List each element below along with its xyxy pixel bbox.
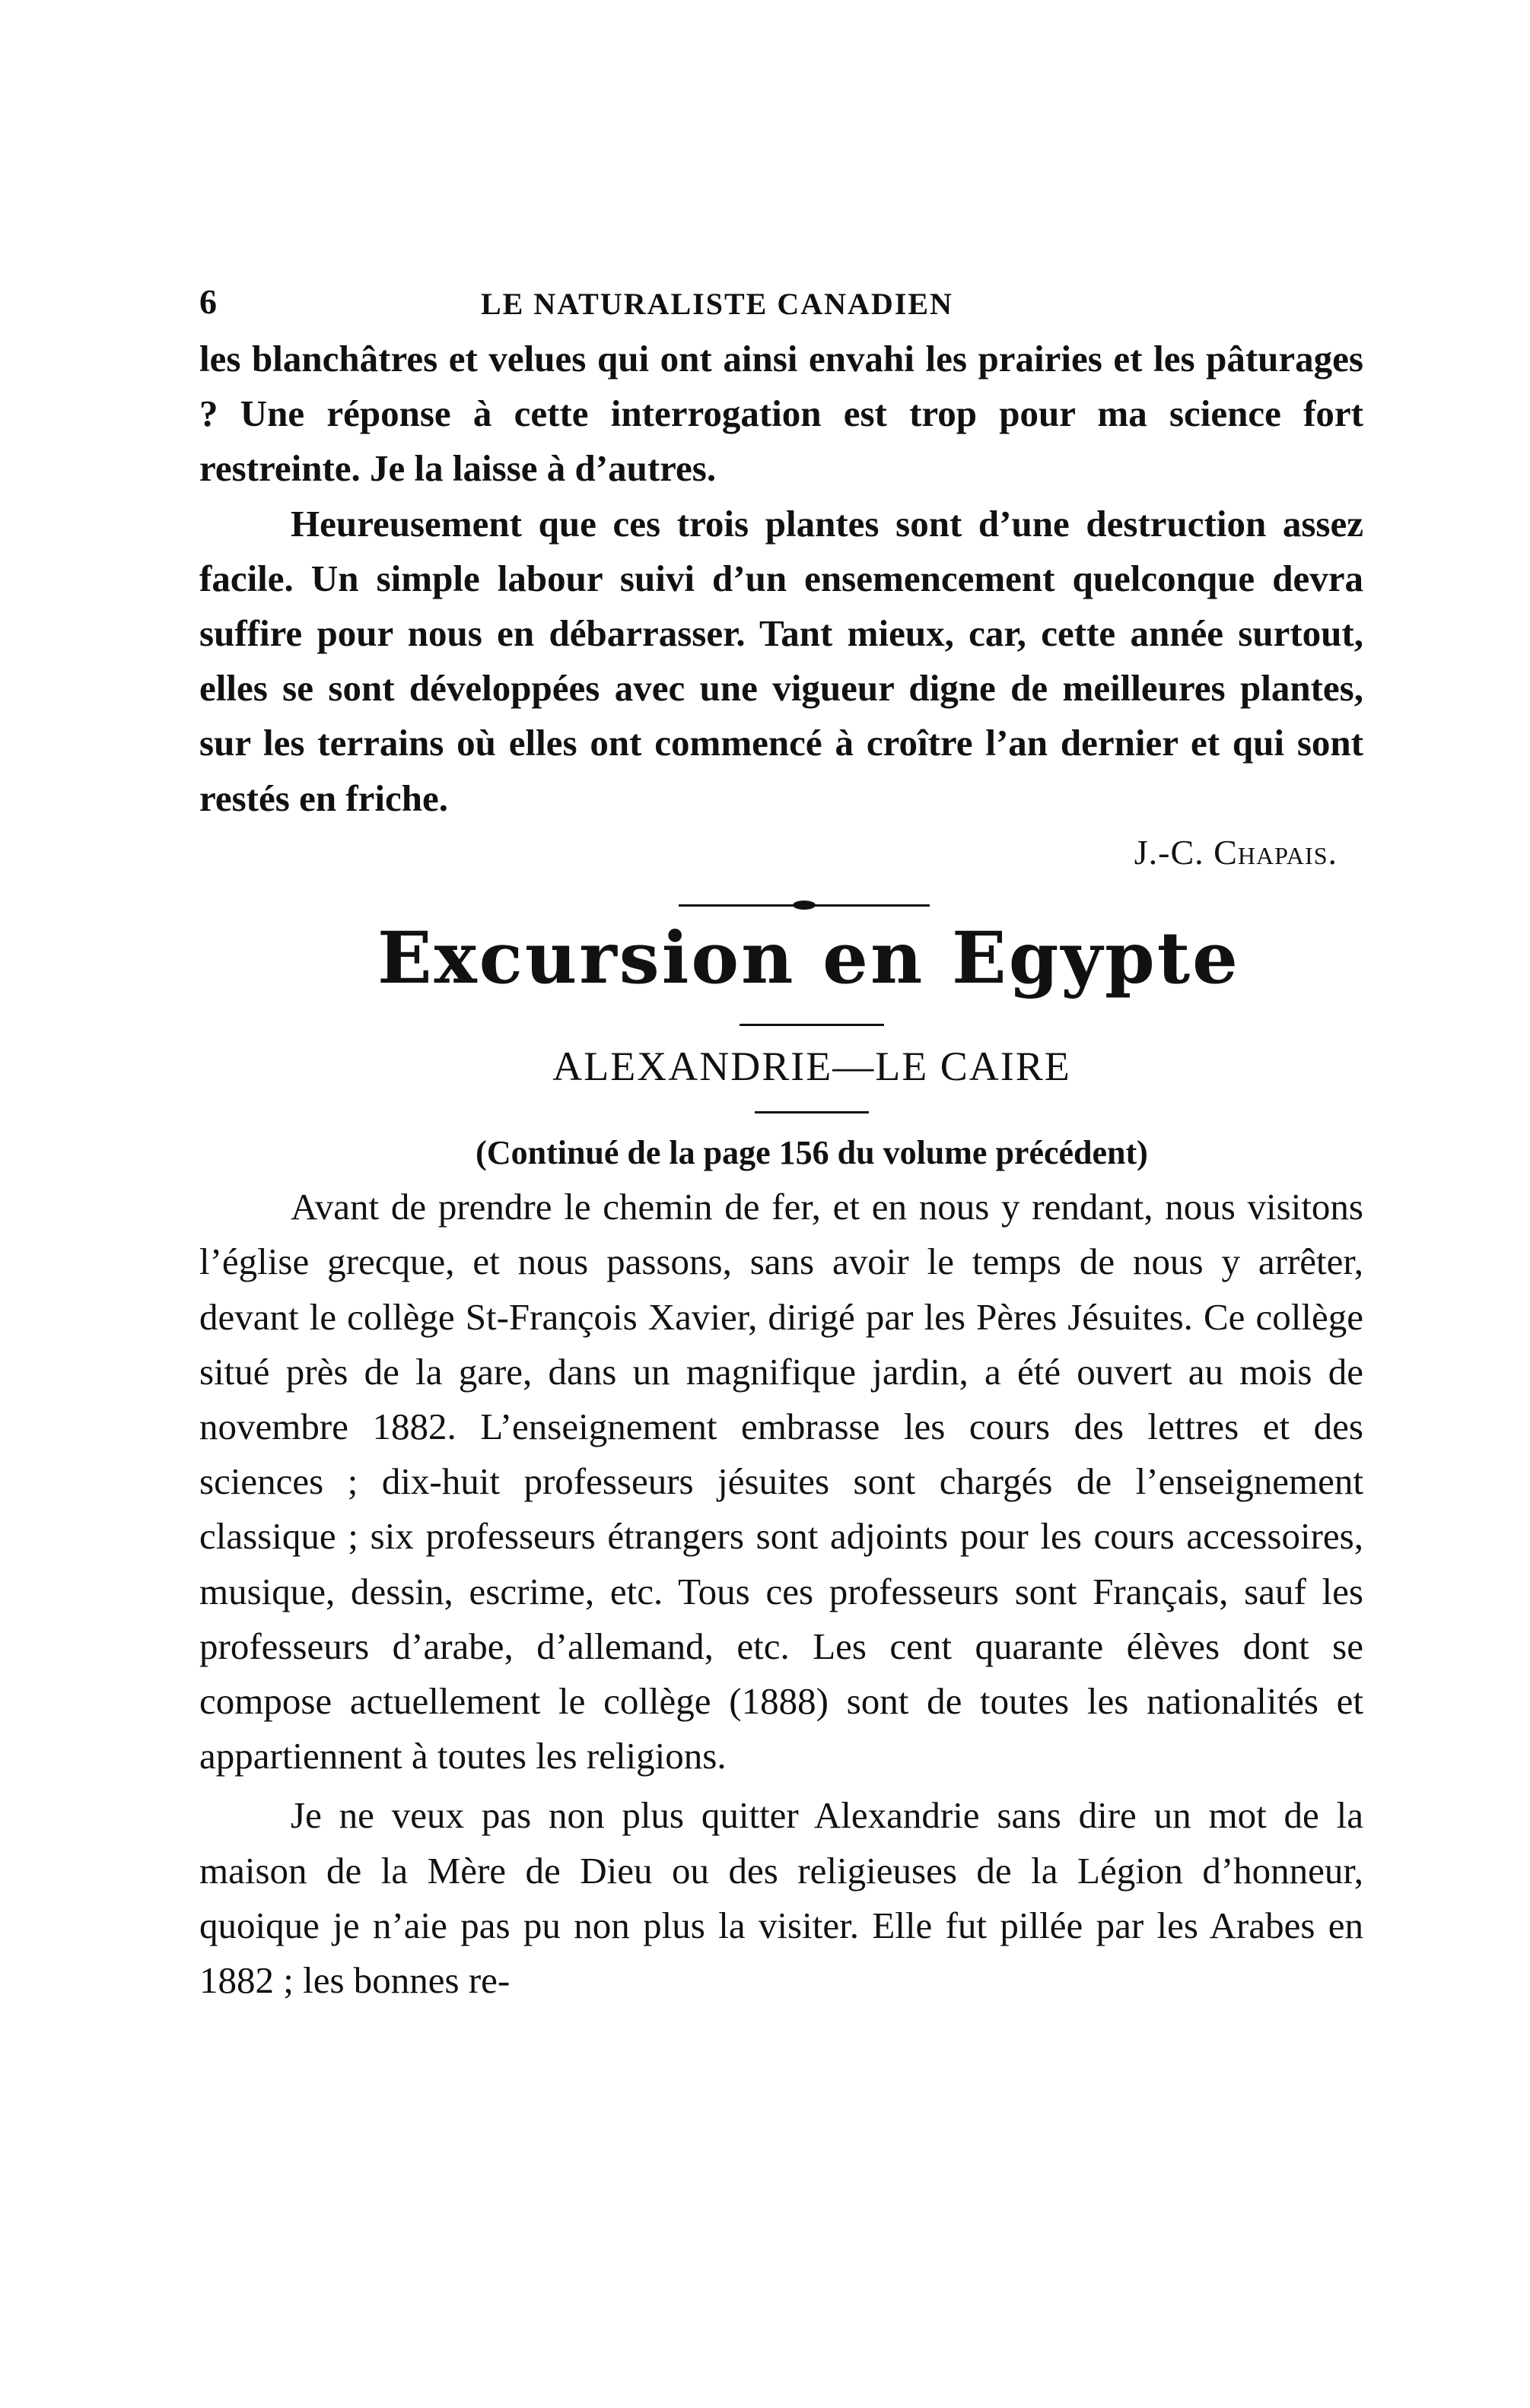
continued-note: (Continué de la page 156 du volume précédent) xyxy=(476,1134,1148,1172)
page-number: 6 xyxy=(199,282,217,321)
title-rule xyxy=(740,1024,884,1026)
article-paragraph: Je ne veux pas non plus quitter Alexandrie sans dire un mot de la maison de la Mère de Dieu ou des religieuses de la Légion d’honneur, quoique je n’aie pas pu non plus la visiter. Elle fut pillée par les Arabes en 1882 ; les bonnes re- xyxy=(199,1794,1363,2002)
running-head xyxy=(199,281,1363,327)
article-title: Excursion en Egypte xyxy=(377,916,1240,1000)
divider-ornament xyxy=(793,901,816,910)
author-signature: J.-C. Chapais. xyxy=(1134,832,1338,872)
journal-title: LE NATURALISTE CANADIEN xyxy=(481,287,953,321)
previous-article-paragraph: les blanchâtres et velues qui ont ainsi envahi les prairies et les pâturages ? Une réponse à cette interrogation est trop pour ma science fort restreinte. Je la laisse à d’autres. xyxy=(199,338,1363,490)
article-paragraph: Avant de prendre le chemin de fer, et en nous y rendant, nous visitons l’église grecque, et nous passons, sans avoir le temps de nous y arrêter, devant le collège St-François Xavier, dirigé par les Pères Jésuites. Ce collège situé près de la gare, dans un magnifique jardin, a été ouvert au mois de novembre 1882. L’enseignement embrasse les cours des lettres et des sciences ; dix-huit professeurs jésuites sont chargés de l’enseignement classique ; six professeurs étrangers sont adjoints pour les cours accessoires, musique, dessin, escrime, etc. Tous ces professeurs sont Français, sauf les professeurs d’arabe, d’allemand, etc. Les cent quarante élèves dont se compose actuellement le collège (1888) sont de toutes les nationalités et appartiennent à toutes les religions. xyxy=(199,1186,1363,1777)
book-page xyxy=(199,281,1363,2008)
subtitle-rule xyxy=(755,1111,869,1113)
previous-article-paragraph: Heureusement que ces trois plantes sont d’une destruction assez facile. Un simple labour suivi d’un ensemencement quelconque devra suffire pour nous en débarrasser. Tant mieux, car, cette année surtout, elles se sont développées avec une vigueur digne de meilleures plantes, sur les terrains où elles ont commencé à croître l’an dernier et qui sont restés en friche. xyxy=(199,502,1363,819)
article-subtitle: ALEXANDRIE—LE CAIRE xyxy=(552,1044,1071,1090)
section-divider xyxy=(679,901,930,909)
